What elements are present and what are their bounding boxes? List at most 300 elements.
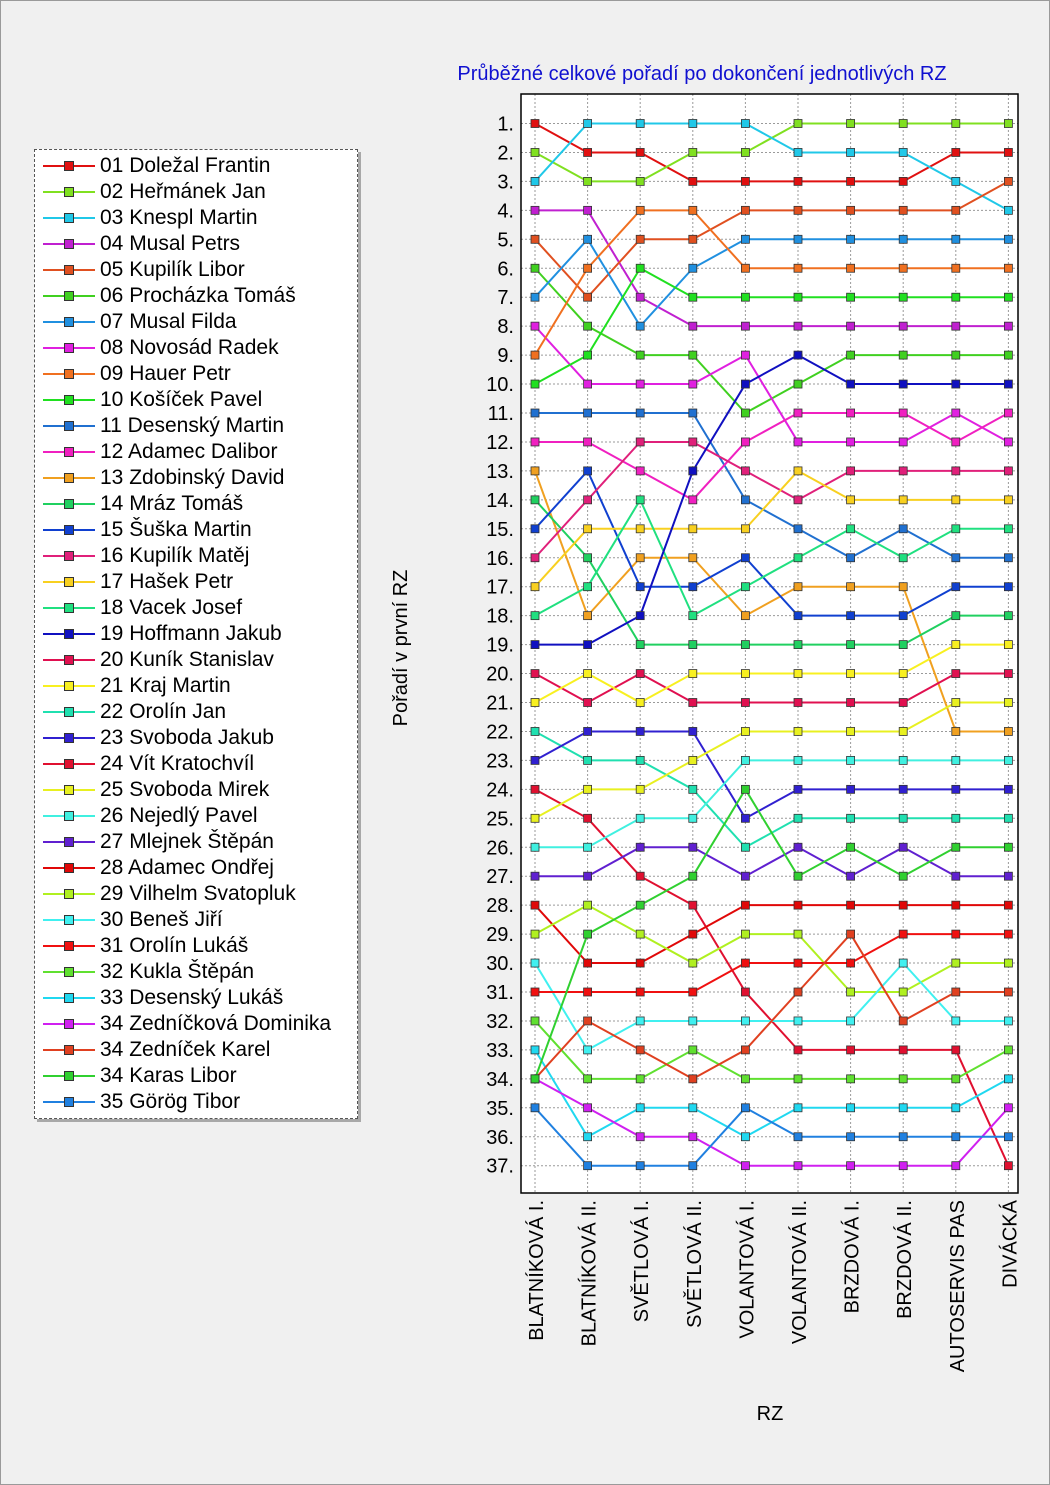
data-point xyxy=(584,525,592,533)
data-point xyxy=(531,959,539,967)
data-point xyxy=(636,670,644,678)
data-point xyxy=(794,959,802,967)
data-point xyxy=(899,1046,907,1054)
legend-label: 19 Hoffmann Jakub xyxy=(100,622,282,645)
data-point xyxy=(794,1017,802,1025)
data-point xyxy=(899,699,907,707)
data-point xyxy=(741,264,749,272)
y-tick-label: 10. xyxy=(486,374,514,397)
data-point xyxy=(952,322,960,330)
data-point xyxy=(636,206,644,214)
data-point xyxy=(794,901,802,909)
data-point xyxy=(741,872,749,880)
y-tick-label: 9. xyxy=(497,345,514,368)
data-point xyxy=(531,872,539,880)
data-point xyxy=(689,814,697,822)
data-point xyxy=(847,1104,855,1112)
data-point xyxy=(689,467,697,475)
legend-label: 18 Vacek Josef xyxy=(100,596,243,619)
data-point xyxy=(584,206,592,214)
data-point xyxy=(847,380,855,388)
data-point xyxy=(689,293,697,301)
data-point xyxy=(741,1017,749,1025)
data-point xyxy=(741,727,749,735)
data-point xyxy=(1004,988,1012,996)
legend-label: 31 Orolín Lukáš xyxy=(100,934,249,957)
data-point xyxy=(584,1133,592,1141)
data-point xyxy=(1004,1133,1012,1141)
data-point xyxy=(741,959,749,967)
data-point xyxy=(531,496,539,504)
data-point xyxy=(1004,1162,1012,1170)
y-tick-label: 19. xyxy=(486,634,514,657)
data-point xyxy=(636,641,644,649)
data-point xyxy=(741,843,749,851)
data-point xyxy=(794,670,802,678)
data-point xyxy=(584,351,592,359)
data-point xyxy=(794,1162,802,1170)
data-point xyxy=(636,785,644,793)
data-point xyxy=(531,380,539,388)
data-point xyxy=(636,612,644,620)
data-point xyxy=(584,496,592,504)
data-point xyxy=(794,525,802,533)
data-point xyxy=(636,409,644,417)
data-point xyxy=(794,641,802,649)
legend-label: 22 Orolín Jan xyxy=(100,700,227,723)
data-point xyxy=(636,1104,644,1112)
data-point xyxy=(952,409,960,417)
data-point xyxy=(636,177,644,185)
data-point xyxy=(689,988,697,996)
data-point xyxy=(584,727,592,735)
legend-label: 05 Kupilík Libor xyxy=(100,258,245,281)
data-point xyxy=(899,814,907,822)
data-point xyxy=(899,670,907,678)
data-point xyxy=(584,785,592,793)
data-point xyxy=(847,554,855,562)
data-point xyxy=(847,699,855,707)
data-point xyxy=(899,438,907,446)
data-point xyxy=(741,148,749,156)
data-point xyxy=(794,1075,802,1083)
data-point xyxy=(794,380,802,388)
y-tick-label: 11. xyxy=(487,403,514,425)
data-point xyxy=(689,1162,697,1170)
data-point xyxy=(952,901,960,909)
y-tick-label: 14. xyxy=(486,489,514,512)
data-point xyxy=(531,988,539,996)
data-point xyxy=(689,1046,697,1054)
data-point xyxy=(531,438,539,446)
y-tick-label: 31. xyxy=(486,982,514,1004)
data-point xyxy=(584,930,592,938)
data-point xyxy=(899,785,907,793)
y-tick-label: 17. xyxy=(486,576,514,599)
data-point xyxy=(741,235,749,243)
data-point xyxy=(847,641,855,649)
data-point xyxy=(741,785,749,793)
data-point xyxy=(899,206,907,214)
data-point xyxy=(689,583,697,591)
y-tick-label: 5. xyxy=(497,229,514,252)
data-point xyxy=(952,699,960,707)
data-point xyxy=(794,351,802,359)
data-point xyxy=(636,1075,644,1083)
data-point xyxy=(847,148,855,156)
data-point xyxy=(636,901,644,909)
data-point xyxy=(636,148,644,156)
data-point xyxy=(847,1133,855,1141)
legend-label: 27 Mlejnek Štěpán xyxy=(100,830,274,853)
data-point xyxy=(1004,1017,1012,1025)
data-point xyxy=(584,148,592,156)
data-point xyxy=(636,525,644,533)
data-point xyxy=(952,843,960,851)
data-point xyxy=(689,843,697,851)
data-point xyxy=(794,496,802,504)
data-point xyxy=(1004,177,1012,185)
data-point xyxy=(741,554,749,562)
x-tick-label: SVĚTLOVÁ I. xyxy=(631,1200,654,1323)
data-point xyxy=(899,1075,907,1083)
x-tick-label: BLATNÍKOVÁ I. xyxy=(526,1200,548,1341)
data-point xyxy=(847,843,855,851)
data-point xyxy=(899,322,907,330)
data-point xyxy=(1004,322,1012,330)
data-point xyxy=(689,380,697,388)
data-point xyxy=(689,959,697,967)
data-point xyxy=(1004,670,1012,678)
y-tick-label: 37. xyxy=(486,1155,514,1178)
data-point xyxy=(1004,699,1012,707)
data-point xyxy=(689,438,697,446)
data-point xyxy=(1004,380,1012,388)
data-point xyxy=(689,641,697,649)
data-point xyxy=(899,554,907,562)
data-point xyxy=(847,756,855,764)
legend-label: 09 Hauer Petr xyxy=(100,362,231,385)
data-point xyxy=(531,814,539,822)
data-point xyxy=(584,670,592,678)
legend-label: 34 Zedníčková Dominika xyxy=(100,1012,332,1035)
data-point xyxy=(531,351,539,359)
data-point xyxy=(636,438,644,446)
data-point xyxy=(636,872,644,880)
data-point xyxy=(1004,235,1012,243)
data-point xyxy=(741,177,749,185)
data-point xyxy=(741,1104,749,1112)
data-point xyxy=(531,1046,539,1054)
data-point xyxy=(899,380,907,388)
legend-label: 17 Hašek Petr xyxy=(100,570,234,593)
data-point xyxy=(636,699,644,707)
data-point xyxy=(847,235,855,243)
data-point xyxy=(689,322,697,330)
data-point xyxy=(847,959,855,967)
data-point xyxy=(1004,612,1012,620)
data-point xyxy=(952,872,960,880)
x-tick-label: SVĚTLOVÁ II. xyxy=(683,1200,706,1328)
legend-label: 33 Desenský Lukáš xyxy=(100,986,284,1009)
data-point xyxy=(531,901,539,909)
data-point xyxy=(952,525,960,533)
data-point xyxy=(741,1162,749,1170)
data-point xyxy=(689,409,697,417)
data-point xyxy=(636,120,644,128)
data-point xyxy=(531,843,539,851)
x-tick-label: BRZDOVÁ II. xyxy=(894,1200,917,1319)
data-point xyxy=(952,959,960,967)
data-point xyxy=(741,206,749,214)
legend-label: 10 Košíček Pavel xyxy=(100,388,263,411)
data-point xyxy=(584,699,592,707)
data-point xyxy=(689,872,697,880)
x-tick-label: BLATNÍKOVÁ II. xyxy=(578,1200,601,1347)
data-point xyxy=(689,554,697,562)
data-point xyxy=(899,525,907,533)
data-point xyxy=(636,1046,644,1054)
data-point xyxy=(741,814,749,822)
data-point xyxy=(847,612,855,620)
data-point xyxy=(689,148,697,156)
data-point xyxy=(1004,1046,1012,1054)
data-point xyxy=(531,1017,539,1025)
data-point xyxy=(741,1133,749,1141)
x-tick-label: VOLANTOVÁ II. xyxy=(789,1200,811,1345)
data-point xyxy=(847,264,855,272)
data-point xyxy=(689,930,697,938)
data-point xyxy=(689,1017,697,1025)
data-point xyxy=(584,872,592,880)
data-point xyxy=(794,843,802,851)
data-point xyxy=(689,699,697,707)
data-point xyxy=(952,727,960,735)
data-point xyxy=(899,1133,907,1141)
legend-label: 20 Kuník Stanislav xyxy=(100,648,274,671)
data-point xyxy=(531,467,539,475)
data-point xyxy=(584,756,592,764)
y-tick-label: 16. xyxy=(486,547,514,570)
data-point xyxy=(1004,293,1012,301)
data-point xyxy=(847,930,855,938)
data-point xyxy=(952,1017,960,1025)
data-point xyxy=(794,814,802,822)
data-point xyxy=(1004,843,1012,851)
data-point xyxy=(899,120,907,128)
legend-label: 25 Svoboda Mirek xyxy=(100,778,270,801)
data-point xyxy=(952,467,960,475)
y-tick-label: 13. xyxy=(486,460,514,483)
legend-label: 01 Doležal Frantin xyxy=(100,154,271,177)
data-point xyxy=(531,1075,539,1083)
y-tick-label: 35. xyxy=(486,1097,514,1120)
data-point xyxy=(899,235,907,243)
legend-label: 12 Adamec Dalibor xyxy=(100,440,278,463)
data-point xyxy=(689,120,697,128)
y-tick-label: 4. xyxy=(497,200,514,223)
data-point xyxy=(741,380,749,388)
legend-label: 02 Heřmánek Jan xyxy=(100,180,266,203)
data-point xyxy=(847,670,855,678)
data-point xyxy=(531,930,539,938)
legend-label: 13 Zdobinský David xyxy=(100,466,285,489)
data-point xyxy=(847,583,855,591)
data-point xyxy=(636,554,644,562)
data-point xyxy=(584,901,592,909)
data-point xyxy=(899,901,907,909)
data-point xyxy=(952,293,960,301)
data-point xyxy=(952,1104,960,1112)
data-point xyxy=(689,1104,697,1112)
data-point xyxy=(952,264,960,272)
y-tick-label: 25. xyxy=(486,808,514,831)
data-point xyxy=(1004,467,1012,475)
data-point xyxy=(689,756,697,764)
data-point xyxy=(584,988,592,996)
data-point xyxy=(899,843,907,851)
data-point xyxy=(952,756,960,764)
legend-label: 03 Knespl Martin xyxy=(100,206,258,229)
x-tick-label: AUTOSERVIS PAS xyxy=(946,1200,969,1373)
chart-title: Průběžné celkové pořadí po dokončení jednotlivých RZ xyxy=(457,63,947,85)
legend-label: 23 Svoboda Jakub xyxy=(100,726,274,749)
data-point xyxy=(952,351,960,359)
data-point xyxy=(899,583,907,591)
data-point xyxy=(952,438,960,446)
legend-label: 21 Kraj Martin xyxy=(100,674,231,697)
data-point xyxy=(741,699,749,707)
data-point xyxy=(689,525,697,533)
data-point xyxy=(689,1133,697,1141)
data-point xyxy=(741,901,749,909)
legend-label: 06 Procházka Tomáš xyxy=(100,284,296,307)
data-point xyxy=(952,496,960,504)
data-point xyxy=(689,351,697,359)
y-tick-label: 7. xyxy=(497,287,514,310)
data-point xyxy=(584,438,592,446)
data-point xyxy=(847,901,855,909)
y-tick-label: 29. xyxy=(486,924,514,947)
data-point xyxy=(899,177,907,185)
data-point xyxy=(952,785,960,793)
y-tick-label: 20. xyxy=(486,663,514,686)
data-point xyxy=(952,380,960,388)
data-point xyxy=(584,380,592,388)
data-point xyxy=(584,959,592,967)
data-point xyxy=(689,235,697,243)
legend-label: 08 Novosád Radek xyxy=(100,336,279,359)
legend-label: 32 Kukla Štěpán xyxy=(100,960,255,983)
data-point xyxy=(584,1075,592,1083)
data-point xyxy=(1004,264,1012,272)
data-point xyxy=(1004,351,1012,359)
data-point xyxy=(847,322,855,330)
y-tick-label: 26. xyxy=(486,837,514,860)
data-point xyxy=(1004,120,1012,128)
data-point xyxy=(1004,438,1012,446)
data-point xyxy=(584,177,592,185)
data-point xyxy=(741,1075,749,1083)
data-point xyxy=(794,988,802,996)
data-point xyxy=(899,872,907,880)
data-point xyxy=(794,235,802,243)
data-point xyxy=(531,120,539,128)
y-tick-label: 30. xyxy=(486,953,514,976)
data-point xyxy=(899,1104,907,1112)
data-point xyxy=(531,554,539,562)
data-point xyxy=(899,959,907,967)
data-point xyxy=(689,496,697,504)
data-point xyxy=(531,177,539,185)
data-point xyxy=(531,322,539,330)
data-point xyxy=(636,264,644,272)
data-point xyxy=(636,322,644,330)
data-point xyxy=(794,467,802,475)
y-tick-label: 8. xyxy=(497,316,514,339)
data-point xyxy=(689,1075,697,1083)
data-point xyxy=(847,1162,855,1170)
data-point xyxy=(1004,785,1012,793)
data-point xyxy=(952,120,960,128)
x-tick-label: VOLANTOVÁ I. xyxy=(736,1200,759,1339)
data-point xyxy=(531,670,539,678)
y-tick-label: 22. xyxy=(486,721,514,744)
data-point xyxy=(794,409,802,417)
data-point xyxy=(636,1133,644,1141)
data-point xyxy=(952,930,960,938)
data-point xyxy=(847,438,855,446)
data-point xyxy=(899,641,907,649)
data-point xyxy=(899,988,907,996)
data-point xyxy=(636,959,644,967)
data-point xyxy=(689,264,697,272)
data-point xyxy=(689,612,697,620)
data-point xyxy=(794,1046,802,1054)
data-point xyxy=(794,727,802,735)
data-point xyxy=(584,814,592,822)
data-point xyxy=(741,756,749,764)
data-point xyxy=(847,727,855,735)
data-point xyxy=(847,1075,855,1083)
y-tick-label: 6. xyxy=(497,258,514,281)
data-point xyxy=(531,1104,539,1112)
data-point xyxy=(584,120,592,128)
data-point xyxy=(952,612,960,620)
data-point xyxy=(636,467,644,475)
data-point xyxy=(584,409,592,417)
data-point xyxy=(847,988,855,996)
data-point xyxy=(741,496,749,504)
data-point xyxy=(636,988,644,996)
data-point xyxy=(531,641,539,649)
data-point xyxy=(794,930,802,938)
data-point xyxy=(952,1075,960,1083)
legend-label: 29 Vilhelm Svatopluk xyxy=(100,882,296,905)
legend-label: 16 Kupilík Matěj xyxy=(100,544,250,567)
data-point xyxy=(689,901,697,909)
legend-label: 28 Adamec Ondřej xyxy=(100,856,274,879)
data-point xyxy=(794,1104,802,1112)
data-point xyxy=(1004,1104,1012,1112)
data-point xyxy=(741,670,749,678)
legend-label: 26 Nejedlý Pavel xyxy=(100,804,258,827)
data-point xyxy=(531,525,539,533)
data-point xyxy=(952,988,960,996)
y-tick-label: 33. xyxy=(486,1039,514,1062)
data-point xyxy=(636,930,644,938)
data-point xyxy=(531,727,539,735)
